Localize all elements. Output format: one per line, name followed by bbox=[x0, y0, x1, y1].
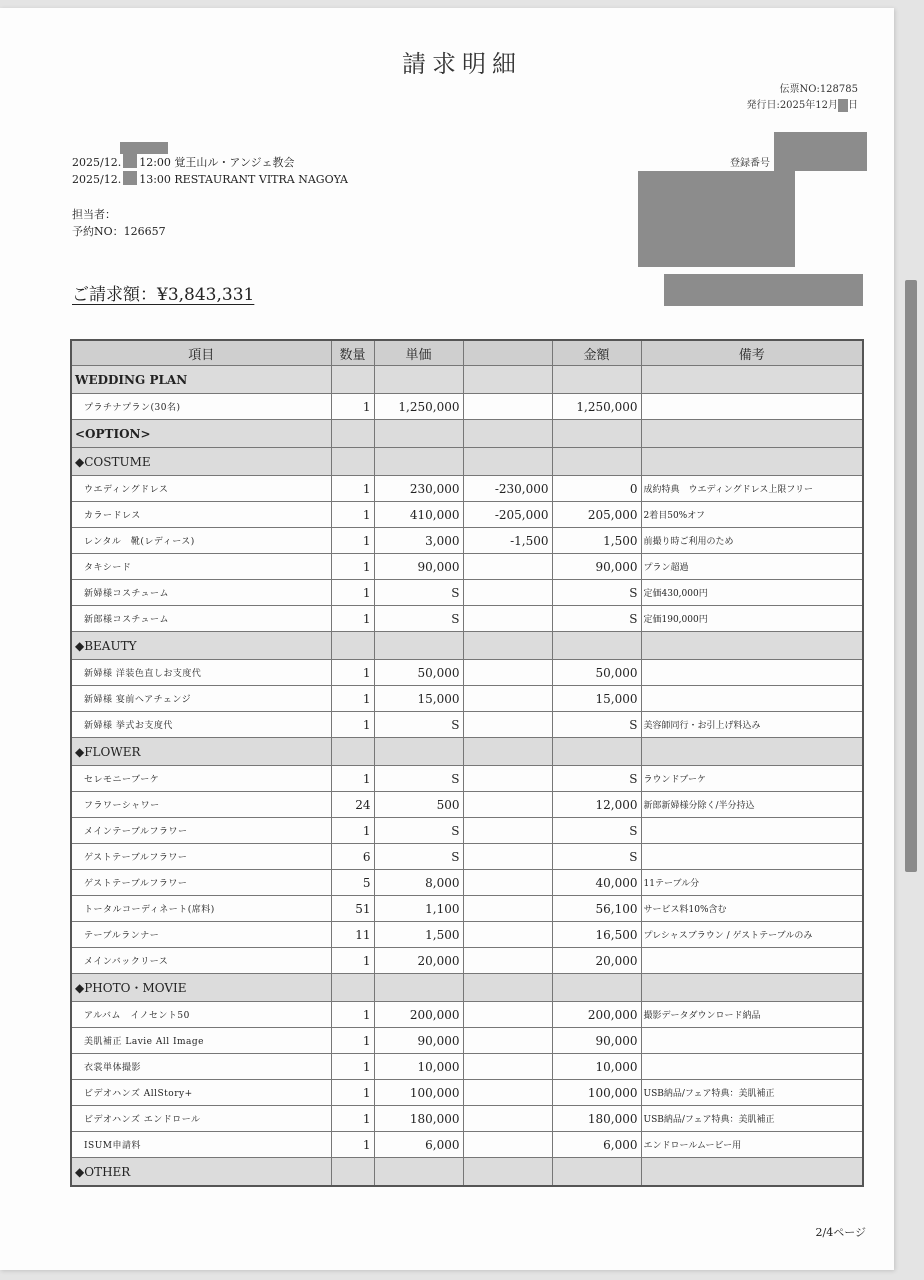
row-unit-price: 6,000 bbox=[374, 1132, 463, 1158]
empty-cell bbox=[374, 974, 463, 1002]
row-item-name: 新婦様コスチューム bbox=[71, 580, 331, 606]
invoice-table bbox=[70, 339, 864, 1187]
row-quantity: 1 bbox=[331, 766, 374, 792]
row-amount: 10,000 bbox=[552, 1054, 641, 1080]
contact-info bbox=[72, 206, 166, 240]
row-quantity: 1 bbox=[331, 686, 374, 712]
row-discount bbox=[463, 1054, 552, 1080]
row-amount: 6,000 bbox=[552, 1132, 641, 1158]
table-row bbox=[71, 766, 863, 792]
section-row bbox=[71, 1158, 863, 1187]
row-unit-price: 100,000 bbox=[374, 1080, 463, 1106]
row-item-name: プラチナプラン(30名) bbox=[71, 394, 331, 420]
row-quantity: 1 bbox=[331, 1054, 374, 1080]
empty-cell bbox=[641, 632, 863, 660]
row-amount: 1,250,000 bbox=[552, 394, 641, 420]
row-item-name: 新婦様 宴前ヘアチェンジ bbox=[71, 686, 331, 712]
row-item-name: トータルコーディネート(席料) bbox=[71, 896, 331, 922]
section-row bbox=[71, 974, 863, 1002]
header-discount bbox=[463, 340, 552, 366]
row-amount: 180,000 bbox=[552, 1106, 641, 1132]
redaction bbox=[774, 132, 867, 171]
redaction bbox=[123, 154, 137, 168]
row-quantity: 6 bbox=[331, 844, 374, 870]
row-quantity: 1 bbox=[331, 502, 374, 528]
row-amount: 12,000 bbox=[552, 792, 641, 818]
empty-cell bbox=[331, 1158, 374, 1187]
empty-cell bbox=[331, 974, 374, 1002]
table-row bbox=[71, 1080, 863, 1106]
row-amount: 50,000 bbox=[552, 660, 641, 686]
row-unit-price: S bbox=[374, 580, 463, 606]
empty-cell bbox=[463, 738, 552, 766]
row-discount bbox=[463, 792, 552, 818]
row-quantity: 5 bbox=[331, 870, 374, 896]
row-item-name: ビデオハンズ エンドロール bbox=[71, 1106, 331, 1132]
table-row bbox=[71, 844, 863, 870]
row-unit-price: S bbox=[374, 844, 463, 870]
row-quantity: 1 bbox=[331, 1106, 374, 1132]
row-unit-price: S bbox=[374, 712, 463, 738]
row-unit-price: 500 bbox=[374, 792, 463, 818]
row-note: USB納品/フェア特典：美肌補正 bbox=[641, 1080, 863, 1106]
row-amount: S bbox=[552, 766, 641, 792]
table-row bbox=[71, 1106, 863, 1132]
row-discount: -1,500 bbox=[463, 528, 552, 554]
redaction bbox=[638, 171, 795, 267]
row-note: 成約特典 ウエディングドレス上限フリー bbox=[641, 476, 863, 502]
header-amount: 金額 bbox=[552, 340, 641, 366]
row-quantity: 1 bbox=[331, 818, 374, 844]
table-row bbox=[71, 712, 863, 738]
section-row bbox=[71, 448, 863, 476]
issue-date: 発行日:2025年12月 日 bbox=[746, 100, 858, 111]
page-title: 請求明細 bbox=[402, 50, 522, 78]
empty-cell bbox=[331, 366, 374, 394]
row-discount bbox=[463, 1002, 552, 1028]
row-discount bbox=[463, 870, 552, 896]
row-quantity: 1 bbox=[331, 606, 374, 632]
table-row bbox=[71, 528, 863, 554]
row-note: 美容師同行・お引上げ料込み bbox=[641, 712, 863, 738]
redaction bbox=[664, 274, 863, 306]
row-unit-price: 3,000 bbox=[374, 528, 463, 554]
empty-cell bbox=[463, 974, 552, 1002]
slip-number: 伝票NO:128785 bbox=[779, 84, 858, 95]
row-discount bbox=[463, 554, 552, 580]
empty-cell bbox=[374, 1158, 463, 1187]
empty-cell bbox=[374, 448, 463, 476]
row-unit-price: 8,000 bbox=[374, 870, 463, 896]
empty-cell bbox=[463, 632, 552, 660]
row-amount: S bbox=[552, 712, 641, 738]
row-discount: -230,000 bbox=[463, 476, 552, 502]
row-unit-price: S bbox=[374, 606, 463, 632]
empty-cell bbox=[641, 974, 863, 1002]
empty-cell bbox=[463, 1158, 552, 1187]
table-row bbox=[71, 792, 863, 818]
row-unit-price: 200,000 bbox=[374, 1002, 463, 1028]
row-quantity: 11 bbox=[331, 922, 374, 948]
row-note bbox=[641, 660, 863, 686]
row-note bbox=[641, 394, 863, 420]
row-note bbox=[641, 844, 863, 870]
row-note: サービス料10%含む bbox=[641, 896, 863, 922]
row-quantity: 1 bbox=[331, 528, 374, 554]
row-discount bbox=[463, 580, 552, 606]
table-row bbox=[71, 1132, 863, 1158]
header-unit-price: 単価 bbox=[374, 340, 463, 366]
empty-cell bbox=[463, 366, 552, 394]
row-quantity: 1 bbox=[331, 1028, 374, 1054]
header-qty: 数量 bbox=[331, 340, 374, 366]
row-amount: 16,500 bbox=[552, 922, 641, 948]
empty-cell bbox=[374, 420, 463, 448]
row-item-name: 新郎様コスチューム bbox=[71, 606, 331, 632]
table-row bbox=[71, 476, 863, 502]
section-label: ◆OTHER bbox=[71, 1158, 331, 1187]
row-note: ラウンドブーケ bbox=[641, 766, 863, 792]
reservation-number: 予約NO：126657 bbox=[72, 225, 166, 238]
row-item-name: フラワーシャワー bbox=[71, 792, 331, 818]
row-amount: 20,000 bbox=[552, 948, 641, 974]
row-item-name: アルバム イノセント50 bbox=[71, 1002, 331, 1028]
row-unit-price: S bbox=[374, 818, 463, 844]
row-note: 定価190,000円 bbox=[641, 606, 863, 632]
row-amount: 90,000 bbox=[552, 1028, 641, 1054]
row-quantity: 1 bbox=[331, 660, 374, 686]
row-note bbox=[641, 1028, 863, 1054]
row-note bbox=[641, 1054, 863, 1080]
registration-label: 登録番号 bbox=[730, 158, 770, 169]
row-unit-price: 15,000 bbox=[374, 686, 463, 712]
row-discount: -205,000 bbox=[463, 502, 552, 528]
table-row bbox=[71, 870, 863, 896]
row-item-name: 新婦様 挙式お支度代 bbox=[71, 712, 331, 738]
table-row bbox=[71, 1054, 863, 1080]
row-discount bbox=[463, 1028, 552, 1054]
row-amount: 100,000 bbox=[552, 1080, 641, 1106]
row-unit-price: S bbox=[374, 766, 463, 792]
row-note: エンドロールムービー用 bbox=[641, 1132, 863, 1158]
table-row bbox=[71, 896, 863, 922]
row-quantity: 1 bbox=[331, 476, 374, 502]
row-note: 撮影データダウンロード納品 bbox=[641, 1002, 863, 1028]
empty-cell bbox=[552, 448, 641, 476]
row-item-name: 新婦様 洋装色直しお支度代 bbox=[71, 660, 331, 686]
empty-cell bbox=[331, 738, 374, 766]
table-row bbox=[71, 818, 863, 844]
row-amount: 15,000 bbox=[552, 686, 641, 712]
row-quantity: 1 bbox=[331, 948, 374, 974]
row-note: 新郎新婦様分除く/半分持込 bbox=[641, 792, 863, 818]
row-amount: 1,500 bbox=[552, 528, 641, 554]
row-item-name: ビデオハンズ AllStory+ bbox=[71, 1080, 331, 1106]
empty-cell bbox=[374, 366, 463, 394]
row-amount: S bbox=[552, 580, 641, 606]
row-discount bbox=[463, 1080, 552, 1106]
row-item-name: 衣裳単体撮影 bbox=[71, 1054, 331, 1080]
event-line: 2025/12. 13:00 RESTAURANT VITRA NAGOYA bbox=[72, 173, 348, 186]
event-line: 2025/12. 12:00 覚王山ル・アンジェ教会 bbox=[72, 156, 295, 169]
row-item-name: タキシード bbox=[71, 554, 331, 580]
empty-cell bbox=[463, 420, 552, 448]
table-row bbox=[71, 686, 863, 712]
row-note: USB納品/フェア特典：美肌補正 bbox=[641, 1106, 863, 1132]
slip-info bbox=[746, 82, 858, 114]
row-amount: 205,000 bbox=[552, 502, 641, 528]
empty-cell bbox=[331, 420, 374, 448]
redaction bbox=[120, 142, 168, 154]
empty-cell bbox=[552, 1158, 641, 1187]
row-unit-price: 180,000 bbox=[374, 1106, 463, 1132]
row-amount: 90,000 bbox=[552, 554, 641, 580]
row-amount: S bbox=[552, 844, 641, 870]
header-item: 項目 bbox=[71, 340, 331, 366]
row-discount bbox=[463, 606, 552, 632]
empty-cell bbox=[552, 738, 641, 766]
empty-cell bbox=[641, 420, 863, 448]
row-note: 11テーブル分 bbox=[641, 870, 863, 896]
redaction bbox=[123, 171, 137, 185]
table-row bbox=[71, 554, 863, 580]
row-discount bbox=[463, 394, 552, 420]
scrollbar[interactable] bbox=[905, 280, 917, 872]
row-discount bbox=[463, 1132, 552, 1158]
row-discount bbox=[463, 1106, 552, 1132]
empty-cell bbox=[641, 366, 863, 394]
table-row bbox=[71, 948, 863, 974]
row-unit-price: 10,000 bbox=[374, 1054, 463, 1080]
row-item-name: メインバックリース bbox=[71, 948, 331, 974]
row-amount: S bbox=[552, 606, 641, 632]
section-label: ◆FLOWER bbox=[71, 738, 331, 766]
row-discount bbox=[463, 922, 552, 948]
event-schedule bbox=[72, 154, 348, 188]
row-discount bbox=[463, 712, 552, 738]
section-row bbox=[71, 632, 863, 660]
row-item-name: セレモニーブーケ bbox=[71, 766, 331, 792]
table-body bbox=[71, 366, 863, 1187]
row-quantity: 1 bbox=[331, 580, 374, 606]
row-unit-price: 1,250,000 bbox=[374, 394, 463, 420]
table-row bbox=[71, 502, 863, 528]
table-row bbox=[71, 606, 863, 632]
row-quantity: 1 bbox=[331, 1080, 374, 1106]
row-discount bbox=[463, 896, 552, 922]
row-item-name: レンタル 靴(レディース) bbox=[71, 528, 331, 554]
row-unit-price: 90,000 bbox=[374, 1028, 463, 1054]
row-unit-price: 410,000 bbox=[374, 502, 463, 528]
row-note: 定価430,000円 bbox=[641, 580, 863, 606]
table-row bbox=[71, 1028, 863, 1054]
section-label: ◆PHOTO・MOVIE bbox=[71, 974, 331, 1002]
row-item-name: ウエディングドレス bbox=[71, 476, 331, 502]
section-row bbox=[71, 420, 863, 448]
redaction bbox=[838, 99, 848, 112]
row-note: 前撮り時ご利用のため bbox=[641, 528, 863, 554]
empty-cell bbox=[552, 974, 641, 1002]
empty-cell bbox=[641, 448, 863, 476]
row-amount: 200,000 bbox=[552, 1002, 641, 1028]
section-label: ◆BEAUTY bbox=[71, 632, 331, 660]
row-quantity: 1 bbox=[331, 1132, 374, 1158]
section-label: WEDDING PLAN bbox=[71, 366, 331, 394]
row-quantity: 51 bbox=[331, 896, 374, 922]
row-item-name: ゲストテーブルフラワー bbox=[71, 844, 331, 870]
empty-cell bbox=[463, 448, 552, 476]
section-row bbox=[71, 738, 863, 766]
table-row bbox=[71, 580, 863, 606]
row-discount bbox=[463, 766, 552, 792]
row-amount: 40,000 bbox=[552, 870, 641, 896]
empty-cell bbox=[374, 738, 463, 766]
empty-cell bbox=[552, 366, 641, 394]
row-item-name: メインテーブルフラワー bbox=[71, 818, 331, 844]
row-unit-price: 230,000 bbox=[374, 476, 463, 502]
section-label: ◆COSTUME bbox=[71, 448, 331, 476]
row-quantity: 1 bbox=[331, 712, 374, 738]
empty-cell bbox=[331, 448, 374, 476]
row-item-name: テーブルランナー bbox=[71, 922, 331, 948]
row-note: 2着目50%オフ bbox=[641, 502, 863, 528]
row-quantity: 1 bbox=[331, 394, 374, 420]
row-unit-price: 1,500 bbox=[374, 922, 463, 948]
header-note: 備考 bbox=[641, 340, 863, 366]
row-amount: S bbox=[552, 818, 641, 844]
row-note: プラン超過 bbox=[641, 554, 863, 580]
row-unit-price: 20,000 bbox=[374, 948, 463, 974]
row-item-name: カラードレス bbox=[71, 502, 331, 528]
row-item-name: ゲストテーブルフラワー bbox=[71, 870, 331, 896]
row-note bbox=[641, 948, 863, 974]
row-discount bbox=[463, 660, 552, 686]
empty-cell bbox=[641, 738, 863, 766]
row-amount: 0 bbox=[552, 476, 641, 502]
empty-cell bbox=[331, 632, 374, 660]
section-label: <OPTION> bbox=[71, 420, 331, 448]
row-quantity: 24 bbox=[331, 792, 374, 818]
table-row bbox=[71, 394, 863, 420]
row-discount bbox=[463, 844, 552, 870]
empty-cell bbox=[374, 632, 463, 660]
page-number: 2/4ページ bbox=[815, 1226, 866, 1239]
section-row bbox=[71, 366, 863, 394]
row-quantity: 1 bbox=[331, 1002, 374, 1028]
staff-label: 担当者： bbox=[72, 208, 116, 221]
row-discount bbox=[463, 686, 552, 712]
table-row bbox=[71, 660, 863, 686]
table-row bbox=[71, 1002, 863, 1028]
row-discount bbox=[463, 948, 552, 974]
table-row bbox=[71, 922, 863, 948]
row-note bbox=[641, 686, 863, 712]
row-unit-price: 1,100 bbox=[374, 896, 463, 922]
row-item-name: 美肌補正 Lavie All Image bbox=[71, 1028, 331, 1054]
row-note bbox=[641, 818, 863, 844]
row-unit-price: 50,000 bbox=[374, 660, 463, 686]
row-note: プレシャスブラウン / ゲストテーブルのみ bbox=[641, 922, 863, 948]
empty-cell bbox=[552, 420, 641, 448]
row-item-name: ISUM申請料 bbox=[71, 1132, 331, 1158]
total-amount: ご請求額：¥3,843,331 bbox=[72, 285, 255, 305]
row-quantity: 1 bbox=[331, 554, 374, 580]
row-amount: 56,100 bbox=[552, 896, 641, 922]
empty-cell bbox=[641, 1158, 863, 1187]
empty-cell bbox=[552, 632, 641, 660]
table-header-row bbox=[71, 340, 863, 366]
row-discount bbox=[463, 818, 552, 844]
row-unit-price: 90,000 bbox=[374, 554, 463, 580]
